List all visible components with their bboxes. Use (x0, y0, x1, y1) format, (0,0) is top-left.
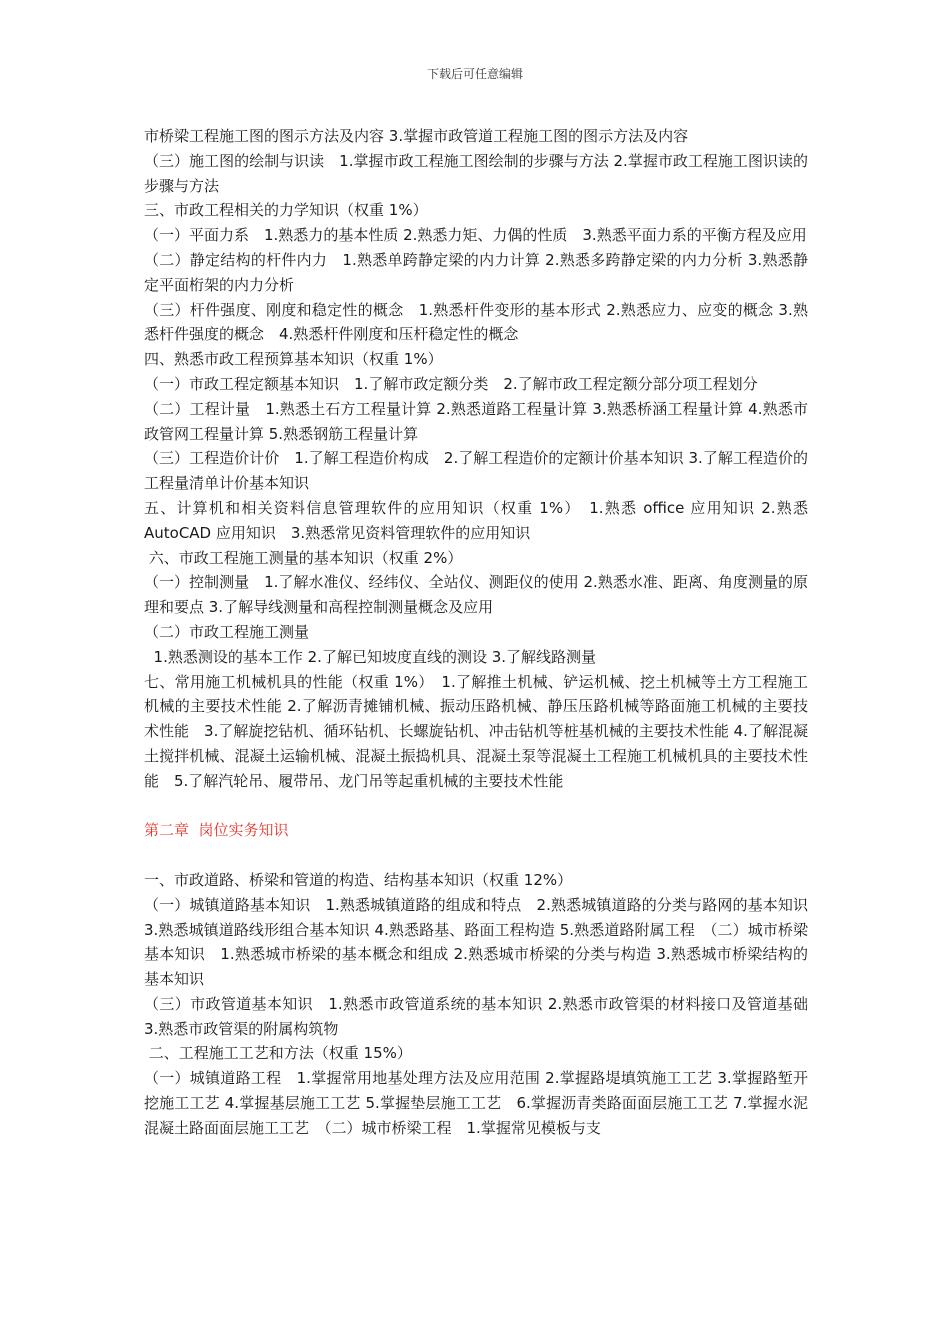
paragraph: （一）城镇道路工程 1.掌握常用地基处理方法及应用范围 2.掌握路堤填筑施工工艺 3.掌握路堑开挖施工工艺 4.掌握基层施工工艺 5.掌握垫层施工工艺 6.掌握沥青类路面面层施工工艺 7.掌握水泥混凝土路面面层施工工艺 （二）城市桥梁工程 1.掌握常见模板与支 (144, 1069, 808, 1137)
paragraph: 1.熟悉测设的基本工作 2.了解已知坡度直线的测设 3.了解线路测量 (144, 647, 597, 666)
paragraph: （二）市政工程施工测量 (144, 622, 310, 641)
section-heading: 一、市政道路、桥梁和管道的构造、结构基本知识（权重 12%） (144, 870, 573, 889)
section-heading: 四、熟悉市政工程预算基本知识（权重 1%） (144, 350, 443, 369)
paragraph: （一）市政工程定额基本知识 1.了解市政定额分类 2.了解市政工程定额分部分项工程划分 (144, 374, 758, 393)
section-heading: 六、市政工程施工测量的基本知识（权重 2%） (144, 548, 463, 567)
paragraph: （一）平面力系 1.熟悉力的基本性质 2.熟悉力矩、力偶的性质 3.熟悉平面力系的平衡方程及应用 (144, 226, 807, 245)
chapter-heading: 第二章 岗位实务知识 (144, 821, 289, 840)
paragraph: （三）工程造价计价 1.了解工程造价构成 2.了解工程造价的定额计价基本知识 3.了解工程造价的工程量清单计价基本知识 (144, 449, 808, 493)
document-body (144, 124, 813, 1141)
paragraph: （二）工程计量 1.熟悉土石方工程量计算 2.熟悉道路工程量计算 3.熟悉桥涵工程量计算 4.熟悉市政管网工程量计算 5.熟悉钢筋工程量计算 (144, 399, 808, 443)
page-header: 下载后可任意编辑 (426, 67, 523, 81)
section-heading: 二、工程施工工艺和方法（权重 15%） (144, 1044, 412, 1063)
section-heading: 三、市政工程相关的力学知识（权重 1%） (144, 201, 428, 220)
paragraph: （三）施工图的绘制与识读 1.掌握市政工程施工图绘制的步骤与方法 2.掌握市政工程施工图识读的步骤与方法 (144, 151, 808, 195)
paragraph: （三）杆件强度、刚度和稳定性的概念 1.熟悉杆件变形的基本形式 2.熟悉应力、应变的概念 3.熟悉杆件强度的概念 4.熟悉杆件刚度和压杆稳定性的概念 (144, 300, 808, 344)
blank-line (144, 843, 808, 868)
blank-line (144, 794, 808, 819)
paragraph: （二）静定结构的杆件内力 1.熟悉单跨静定梁的内力计算 2.熟悉多跨静定梁的内力分析 3.熟悉静定平面桁架的内力分析 (144, 250, 808, 294)
paragraph: 市桥梁工程施工图的图示方法及内容 3.掌握市政管道工程施工图的图示方法及内容 (144, 127, 689, 145)
section-heading: 七、常用施工机械机具的性能（权重 1%） 1.了解推土机械、铲运机械、挖土机械等土方工程施工机械的主要技术性能 2.了解沥青摊铺机械、振动压路机械、静压压路机械等路面施工机械的主要技术性能 3.了解旋挖钻机、循环钻机、长螺旋钻机、冲击钻机等桩基机械的主要技术性能 4.了解混凝土搅拌机械、混凝土运输机械、混凝土振捣机具、混凝土泵等混凝土工程施工机械机具的主要技术性能 5.了解汽轮吊、履带吊、龙门吊等起重机械的主要技术性能 (144, 672, 808, 790)
paragraph: （一）控制测量 1.了解水准仪、经纬仪、全站仪、测距仪的使用 2.熟悉水准、距离、角度测量的原理和要点 3.了解导线测量和高程控制测量概念及应用 (144, 573, 808, 617)
section-heading: 五、计算机和相关资料信息管理软件的应用知识（权重 1%） 1.熟悉 office 应用知识 2.熟悉 AutoCAD 应用知识 3.熟悉常见资料管理软件的应用知识 (144, 498, 813, 542)
paragraph: （一）城镇道路基本知识 1.熟悉城镇道路的组成和特点 2.熟悉城镇道路的分类与路网的基本知识 3.熟悉城镇道路线形组合基本知识 4.熟悉路基、路面工程构造 5.熟悉道路附属工程 （二）城市桥梁基本知识 1.熟悉城市桥梁的基本概念和组成 2.熟悉城市桥梁的分类与构造 3.熟悉城市桥梁结构的基本知识 (144, 895, 813, 989)
paragraph: （三）市政管道基本知识 1.熟悉市政管道系统的基本知识 2.熟悉市政管渠的材料接口及管道基础 3.熟悉市政管渠的附属构筑物 (144, 994, 813, 1038)
